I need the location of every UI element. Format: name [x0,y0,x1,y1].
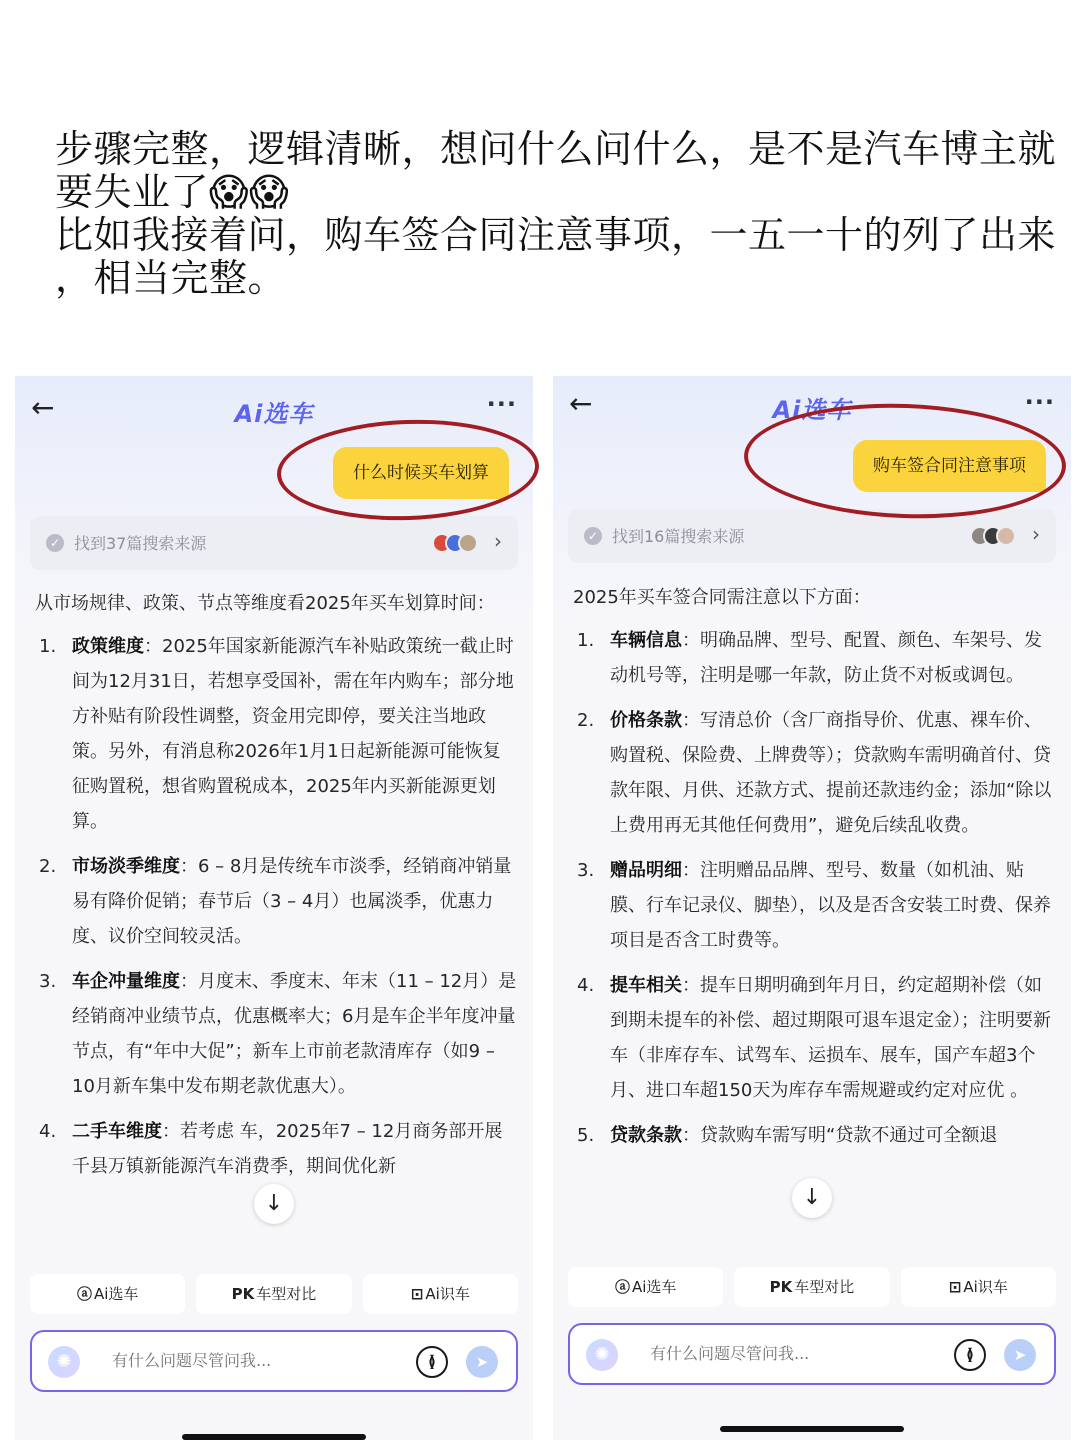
compare-models-button[interactable]: PK 车型对比 [196,1274,351,1314]
source-avatars [970,526,1016,546]
chat-input[interactable] [650,1344,930,1363]
user-message-bubble: 购车签合同注意事项 [853,440,1046,492]
pk-icon: PK [769,1278,793,1296]
item-body: ：若考虑 车，2025年7 – 12月商务部开展千县万镇新能源汽车消费季，期间优化新 [72,1121,503,1177]
ai-select-car-button[interactable]: ⓐ Ai选车 [30,1274,185,1314]
ai-select-icon: ⓐ [614,1278,630,1296]
item-heading: 赠品明细 [610,860,682,881]
item-body: ：贷款购车需写明“贷款不通过可全额退 [682,1125,998,1146]
ai-recognize-car-button[interactable]: ⊡ Ai识车 [363,1274,518,1314]
item-heading: 提车相关 [610,975,682,996]
chat-input-box[interactable] [568,1323,1056,1385]
list-item: 3. 赠品明细：注明赠品品牌、型号、数量（如机油、贴膜、行车记录仪、脚垫），以及是否含安装工时费、保养项目是否含工时费等。 [577,860,1051,951]
chat-input[interactable] [112,1351,392,1370]
ai-recognize-car-button[interactable]: ⊡ Ai识车 [901,1267,1056,1307]
answer-intro: 2025年买车签合同需注意以下方面： [573,587,871,608]
caption-line: 要失业了😱😱 [55,170,290,214]
voice-icon[interactable]: ≬ [416,1346,448,1378]
answer-list [573,623,1055,1153]
ai-orb-icon: ✺ [48,1346,80,1378]
item-heading: 车辆信息 [610,630,682,651]
search-sources-bar[interactable] [568,509,1056,563]
list-item: 1. 车辆信息：明确品牌、型号、配置、颜色、车架号、发动机号等，注明是哪一年款，防止货不对板或调包。 [577,630,1042,686]
scroll-down-button[interactable]: ↓ [254,1184,294,1224]
check-circle-icon: ✓ [584,527,602,545]
voice-icon[interactable]: ≬ [954,1339,986,1371]
screenshot-left [15,376,533,1440]
item-heading: 政策维度 [72,636,144,657]
item-heading: 车企冲量维度 [72,971,180,992]
send-icon[interactable]: ➤ [1004,1339,1036,1371]
source-avatar [458,533,478,553]
ai-answer [573,580,1055,1163]
list-item: 5. 贷款条款：贷款购车需写明“贷款不通过可全额退 [577,1125,998,1146]
item-body: ：明确品牌、型号、配置、颜色、车架号、发动机号等，注明是哪一年款，防止货不对板或调包。 [610,630,1042,686]
source-avatar [996,526,1016,546]
caption-line: 比如我接着问，购车签合同注意事项，一五一十的列了出来 [55,213,1057,257]
chevron-right-icon: › [1032,522,1040,546]
back-arrow-icon[interactable]: ← [569,387,593,420]
send-icon[interactable]: ➤ [466,1346,498,1378]
list-item: 2. 市场淡季维度：6 – 8月是传统车市淡季，经销商冲销量易有降价促销；春节后（3 – 4月）也属淡季，优惠力度、议价空间较灵活。 [39,856,512,947]
scroll-down-button[interactable]: ↓ [792,1178,832,1218]
app-logo: Ai选车 [772,396,852,424]
post-caption [55,127,1057,300]
sources-count-text: 找到37篇搜索来源 [74,534,207,553]
item-heading: 二手车维度 [72,1121,162,1142]
check-circle-icon: ✓ [46,534,64,552]
scan-icon: ⊡ [948,1278,962,1296]
scan-icon: ⊡ [410,1285,424,1303]
item-heading: 价格条款 [610,710,682,731]
user-message-bubble: 什么时候买车划算 [333,447,509,499]
more-icon[interactable]: ··· [486,390,517,418]
item-body: ：6 – 8月是传统车市淡季，经销商冲销量易有降价促销；春节后（3 – 4月）也属淡季，优惠力度、议价空间较灵活。 [72,856,512,947]
fade-overlay [15,1226,533,1266]
item-body: ：月度末、季度末、年末（11 – 12月）是经销商冲业绩节点，优惠概率大；6月是车企半年度冲量节点，有“年中大促”；新车上市前老款清库存（如9 – 10月新车集中发布期老款优惠大）。 [72,971,517,1097]
pk-icon: PK [231,1285,255,1303]
list-item: 4. 提车相关：提车日期明确到年月日，约定超期补偿（如到期未提车的补偿、超过期限可退车退定金）；注明要新车（非库存车、试驾车、运损车、展车，国产车超3个月、进口车超150天为库存车需规避或约定对应优 。 [577,975,1051,1101]
answer-intro: 从市场规律、政策、节点等维度看2025年买车划算时间： [35,593,495,614]
item-body: ：提车日期明确到年月日，约定超期补偿（如到期未提车的补偿、超过期限可退车退定金）；注明要新车（非库存车、试驾车、运损车、展车，国产车超3个月、进口车超150天为库存车需规避或约定对应优 。 [610,975,1051,1101]
sources-count-text: 找到16篇搜索来源 [612,527,745,546]
search-sources-bar[interactable] [30,516,518,570]
screenshot-right [553,376,1071,1440]
item-heading: 市场淡季维度 [72,856,180,877]
ai-select-car-button[interactable]: ⓐ Ai选车 [568,1267,723,1307]
list-item: 3. 车企冲量维度：月度末、季度末、年末（11 – 12月）是经销商冲业绩节点，优惠概率大；6月是车企半年度冲量节点，有“年中大促”；新车上市前老款清库存（如9 – 10月新车集中发布期老款优惠大）。 [39,971,517,1097]
quick-actions [568,1267,1056,1307]
back-arrow-icon[interactable]: ← [31,391,55,424]
list-item: 2. 价格条款：写清总价（含厂商指导价、优惠、裸车价、购置税、保险费、上牌费等）；贷款购车需明确首付、贷款年限、月供、还款方式、提前还款违约金；添加“除以上费用再无其他任何费用”，避免后续乱收费。 [577,710,1052,836]
home-indicator [720,1426,904,1432]
chevron-right-icon: › [494,529,502,553]
answer-list [35,629,517,1184]
caption-line: ，相当完整。 [55,256,287,300]
item-heading: 贷款条款 [610,1125,682,1146]
list-item: 4. 二手车维度：若考虑 车，2025年7 – 12月商务部开展千县万镇新能源汽车消费季，期间优化新 [39,1121,503,1177]
item-body: ：2025年国家新能源汽车补贴政策统一截止时间为12月31日，若想享受国补，需在年内购车；部分地方补贴有阶段性调整，资金用完即停，要关注当地政策。另外，有消息称2026年1月1日起新能源可能恢复征购置税，想省购置税成本，2025年内买新能源更划算。 [72,636,514,832]
list-item: 1. 政策维度：2025年国家新能源汽车补贴政策统一截止时间为12月31日，若想享受国补，需在年内购车；部分地方补贴有阶段性调整，资金用完即停，要关注当地政策。另外，有消息称2026年1月1日起新能源可能恢复征购置税，想省购置税成本，2025年内买新能源更划算。 [39,636,514,832]
quick-actions [30,1274,518,1314]
chat-input-box[interactable] [30,1330,518,1392]
item-body: ：注明赠品品牌、型号、数量（如机油、贴膜、行车记录仪、脚垫），以及是否含安装工时费、保养项目是否含工时费等。 [610,860,1051,951]
caption-line: 步骤完整，逻辑清晰，想问什么问什么，是不是汽车博主就 [55,127,1057,171]
ai-answer [35,586,517,1194]
ai-select-icon: ⓐ [76,1285,92,1303]
source-avatars [432,533,478,553]
ai-orb-icon: ✺ [586,1339,618,1371]
app-logo: Ai选车 [234,400,314,428]
home-indicator [182,1434,366,1440]
item-body: ：写清总价（含厂商指导价、优惠、裸车价、购置税、保险费、上牌费等）；贷款购车需明确首付、贷款年限、月供、还款方式、提前还款违约金；添加“除以上费用再无其他任何费用”，避免后续乱收费。 [610,710,1052,836]
compare-models-button[interactable]: PK 车型对比 [734,1267,889,1307]
fade-overlay [553,1220,1071,1260]
more-icon[interactable]: ··· [1024,388,1055,416]
